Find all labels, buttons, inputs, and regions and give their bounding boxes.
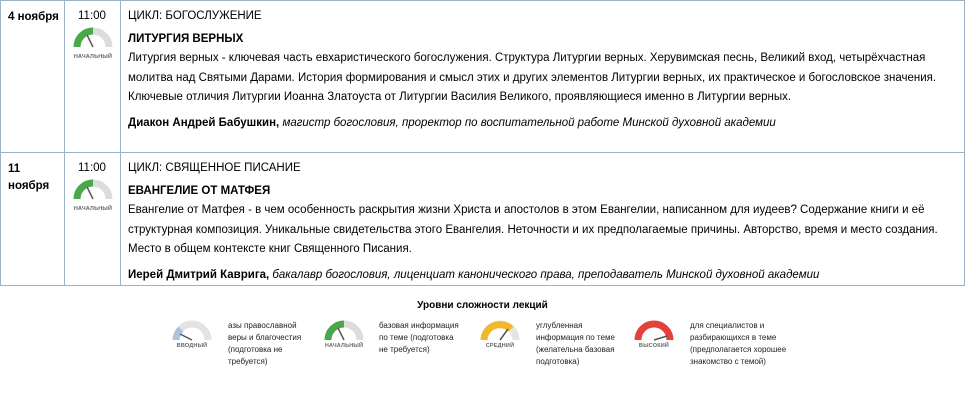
lecture-cycle: ЦИКЛ: БОГОСЛУЖЕНИЕ xyxy=(128,10,262,22)
time-cell xyxy=(65,1,121,152)
gauge-high-icon xyxy=(634,320,674,342)
gauge-basic-icon xyxy=(73,27,113,49)
gauge-intro-icon xyxy=(172,320,212,342)
lecture-cycle: ЦИКЛ: СВЯЩЕННОЕ ПИСАНИЕ xyxy=(128,162,301,174)
lecturer-name: Диакон Андрей Бабушкин, xyxy=(128,116,280,129)
time-cell xyxy=(65,153,121,285)
gauge-basic-icon xyxy=(324,320,364,342)
lecturer-info xyxy=(128,267,956,283)
lecturer-role: магистр богословия, проректор по воспитательной работе Минской духовной академии xyxy=(282,116,776,129)
difficulty-indicator xyxy=(73,27,113,65)
legend-description: базовая информация по теме (подготовка не требуется) xyxy=(379,321,459,354)
lecturer-name: Иерей Дмитрий Каврига, xyxy=(128,268,270,281)
lecturer-role: бакалавр богословия, лиценциат канонического права, преподаватель Минской духовной академии xyxy=(272,268,820,281)
difficulty-indicator xyxy=(73,179,113,217)
legend-gauge xyxy=(172,320,212,349)
lecturer-info xyxy=(128,115,956,131)
legend-level-label: СРЕДНИЙ xyxy=(485,343,515,349)
lecture-date: 4 ноября xyxy=(1,1,65,152)
lecture-description: Евангелие от Матфея - в чем особенность раскрытия жизни Христа и апостолов в этом Евангелии, написанном для иудеев? Содержание книги и её структурная композиция. Уникальные свидетельства этого Евангелия. Неточности и их предполагаемые причины. Авторство, время и место создания. Место в общем контексте книг Священного Писания. xyxy=(128,204,938,255)
legend-description: для специалистов и разбирающихся в теме (предполагается хорошее знакомство с темой) xyxy=(690,321,787,366)
difficulty-level-label: НАЧАЛЬНЫЙ xyxy=(73,54,113,60)
legend-level-label: ВВОДНЫЙ xyxy=(176,343,208,349)
lecture-time: 11:00 xyxy=(78,162,106,174)
lecture-title: ЕВАНГЕЛИЕ ОТ МАТФЕЯ xyxy=(128,185,271,197)
lecture-time: 11:00 xyxy=(78,10,106,22)
lecture-date: 11 ноября xyxy=(1,153,65,285)
legend-description: азы православной веры и благочестия (подготовка не требуется) xyxy=(228,321,302,366)
legend-gauge xyxy=(324,320,364,349)
lecture-title: ЛИТУРГИЯ ВЕРНЫХ xyxy=(128,33,244,45)
legend-gauge xyxy=(480,320,520,349)
legend-level-label: НАЧАЛЬНЫЙ xyxy=(324,343,364,349)
schedule-row xyxy=(0,152,965,285)
legend-level-label: ВЫСОКИЙ xyxy=(638,343,670,349)
gauge-medium-icon xyxy=(480,320,520,342)
legend-description: углубленная информация по теме (желательна базовая подготовка) xyxy=(536,321,615,366)
difficulty-level-label: НАЧАЛЬНЫЙ xyxy=(73,206,113,212)
gauge-basic-icon xyxy=(73,179,113,201)
lecture-description: Литургия верных - ключевая часть евхаристического богослужения. Структура Литургии верных. Херувимская песнь, Великий вход, четырёхчастная молитва над Святыми Дарами. История формирования и смысл этих и других элементов Литургии верных, их практическое и богословское значения. Ключевые отличия Литургии Иоанна Златоуста от Литургии Василия Великого, проявляющиеся именно в Литургии верных. xyxy=(128,52,937,103)
legend-title: Уровни сложности лекций xyxy=(417,300,548,311)
legend-gauge xyxy=(634,320,674,349)
lecture-details xyxy=(122,1,964,131)
lecture-details xyxy=(122,153,964,283)
schedule-row xyxy=(0,1,965,152)
